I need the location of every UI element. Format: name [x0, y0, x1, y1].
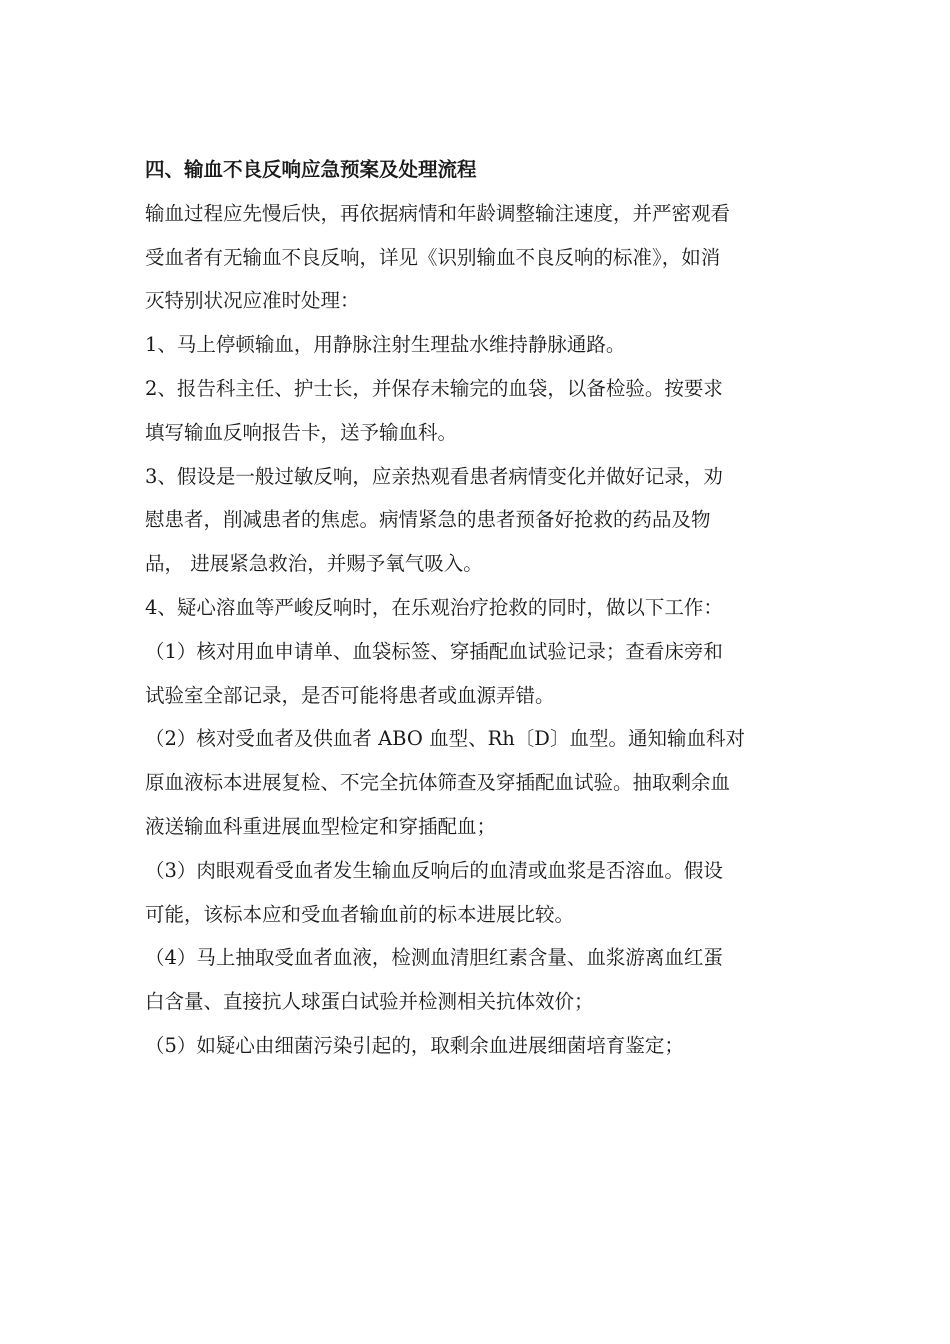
list-item-2: 2、报告科主任、护士长，并保存未输完的血袋，以备检验。按要求: [145, 376, 723, 400]
sub-item-2-cont: 原血液标本进展复检、不完全抗体筛查及穿插配血试验。抽取剩余血: [145, 771, 731, 795]
sub-item-2: （2）核对受血者及供血者 ABO 血型、Rh〔D〕血型。通知输血科对: [145, 727, 745, 751]
sub-item-1: （1）核对用血申请单、血袋标签、穿插配血试验记录；查看床旁和: [145, 639, 723, 663]
sub-item-4: （4）马上抽取受血者血液，检测血清胆红素含量、血浆游离血红蛋: [145, 946, 723, 970]
sub-item-1-cont: 试验室全部记录，是否可能将患者或血源弄错。: [145, 683, 555, 707]
list-item-3-cont: 品， 进展紧急救治，并赐予氧气吸入。: [145, 552, 483, 576]
sub-item-4-cont: 白含量、直接抗人球蛋白试验并检测相关抗体效价；: [145, 990, 594, 1014]
sub-item-2-cont: 液送输血科重进展血型检定和穿插配血；: [145, 814, 497, 838]
list-item-2-cont: 填写输血反响报告卡，送予输血科。: [145, 420, 458, 444]
sub-item-3: （3）肉眼观看受血者发生输血反响后的血清或血浆是否溶血。假设: [145, 858, 723, 882]
list-item-4: 4、疑心溶血等严峻反响时，在乐观治疗抢救的同时，做以下工作：: [145, 595, 723, 619]
paragraph-line: 输血过程应先慢后快，再依据病情和年龄调整输注速度，并严密观看: [145, 201, 731, 225]
sub-item-5: （5）如疑心由细菌污染引起的，取剩余血进展细菌培育鉴定；: [145, 1033, 684, 1057]
list-item-3-cont: 慰患者，削减患者的焦虑。病情紧急的患者预备好抢救的药品及物: [145, 508, 711, 532]
list-item-3: 3、假设是一般过敏反响，应亲热观看患者病情变化并做好记录，劝: [145, 464, 723, 488]
sub-item-3-cont: 可能，该标本应和受血者输血前的标本进展比较。: [145, 902, 575, 926]
document-body: [145, 148, 815, 1068]
paragraph-line: 灭特别状况应准时处理：: [145, 289, 360, 313]
paragraph-line: 受血者有无输血不良反响，详见《识别输血不良反响的标准》，如消: [145, 245, 721, 269]
section-heading: 四、输血不良反响应急预案及处理流程: [145, 158, 477, 181]
list-item-1: 1、马上停顿输血，用静脉注射生理盐水维持静脉通路。: [145, 333, 626, 357]
